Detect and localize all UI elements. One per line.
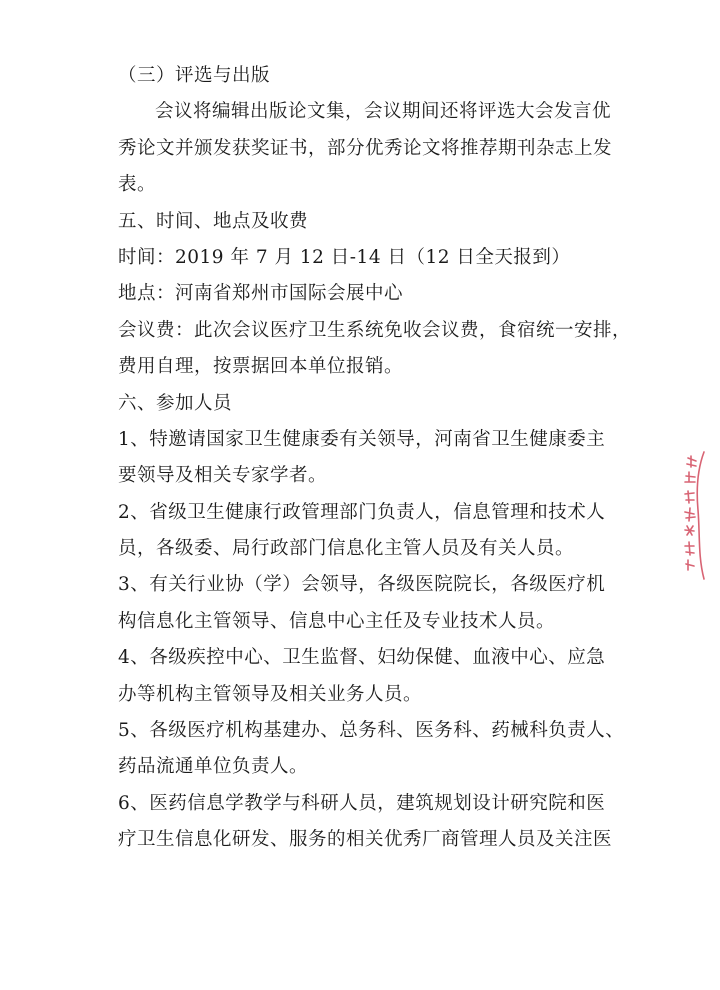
paragraph-line: 表。 [118, 174, 157, 196]
list-item-line: 6、医药信息学教学与科研人员，建筑规划设计研究院和医 [118, 792, 606, 814]
place-line: 地点：河南省郑州市国际会展中心 [118, 283, 404, 305]
document-body [118, 58, 632, 859]
list-item-line: 1、特邀请国家卫生健康委有关领导，河南省卫生健康委主 [118, 428, 606, 450]
list-item-line: 办等机构主管领导及相关业务人员。 [118, 683, 423, 705]
section-heading-selection-publication: （三）评选与出版 [118, 65, 271, 86]
paragraph-line: 秀论文并颁发获奖证书，部分优秀论文将推荐期刊杂志上发 [118, 137, 613, 159]
paragraph-line: 会议将编辑出版论文集，会议期间还将评选大会发言优 [155, 101, 612, 123]
list-item-line: 疗卫生信息化研发、服务的相关优秀厂商管理人员及关注医 [118, 829, 613, 851]
fee-line: 会议费：此次会议医疗卫生系统免收会议费，食宿统一安排， [118, 319, 632, 341]
list-item-line: 员，各级委、局行政部门信息化主管人员及有关人员。 [118, 538, 575, 560]
list-item-line: 构信息化主管领导、信息中心主任及专业技术人员。 [118, 610, 556, 632]
list-item-line: 5、各级医疗机构基建办、总务科、医务科、药械科负责人、 [118, 720, 625, 742]
fee-line: 费用自理，按票据回本单位报销。 [118, 356, 404, 378]
time-line: 时间：2019 年 7 月 12 日-14 日（12 日全天报到） [118, 246, 571, 268]
seal-stamp-edge [674, 448, 714, 583]
list-item-line: 要领导及相关专家学者。 [118, 465, 328, 487]
list-item-line: 4、各级疾控中心、卫生监督、妇幼保健、血液中心、应急 [118, 647, 606, 669]
list-item-line: 3、有关行业协（学）会领导，各级医院院长，各级医疗机 [118, 574, 606, 596]
section-heading-time-place-fees: 五、时间、地点及收费 [118, 210, 309, 232]
list-item-line: 药品流通单位负责人。 [118, 756, 309, 778]
section-heading-participants: 六、参加人员 [118, 392, 233, 414]
list-item-line: 2、省级卫生健康行政管理部门负责人，信息管理和技术人 [118, 501, 606, 523]
